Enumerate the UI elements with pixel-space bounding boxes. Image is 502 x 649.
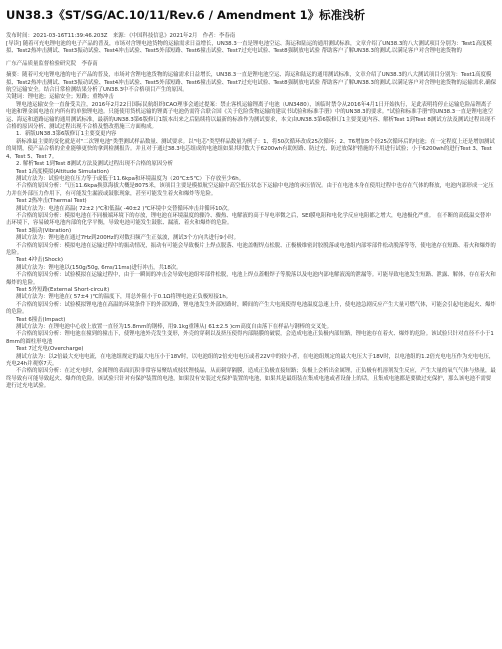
body-paragraph-1: 锂电池运输安全一直备受关注，2016年2月22日国际民航组织ICAO理事会通过提案：禁止客机运输锂离子电池（UN3480），该临时禁令从2016年4月1日开始执行，足此表明将停止运输危险品锂离子电池和锂金属电池在内所有的单独锂电池。只能使用货机运输的锂离子电池仍需符合联合国《关于危险货物运输的建议书试验和标准手册》中的UN38.3的要求。"试验和标准手册"的UN38.3一直是锂电池空运、海运和道路运输的通用测试标准，最新的UN38.3第6版修订1版本出来之后陆续将以最新的标准作为测试要求，本文由UN38.3第6版修订1主要变更内容、解析Test 1到Test 8测试方法及测试过程出现不合格的原因分析、测试过程出现不合格及整改措施三方面构成。 — [6, 101, 496, 131]
publish-meta: 发布时间：2021-03-16T11:39:46.203Z 来源：《中国科技信息》2021年2月 作者：李春南 — [6, 33, 236, 39]
test-6-condition: 测试方法为：在锂电池中心放上放置一直径为15.8mm的钢棒，用9.1kg重锤从( 61±2.5 )cm高度自由落下在样品与钢棒的交叉处。 — [16, 324, 332, 331]
section-heading-2: 2. 解析Test 1到Test 8测试方法及测试过程出现不合格的原因分析 — [16, 161, 173, 168]
test-7-reason: 不合格的原因分析：在过充电时，金属锂的表面沉积非常容易聚结成枝状锂枝晶，从而刺穿隔膜，造成正负极直接短路；负极上会析出金属锂，正负极有机溶剂发生反应，产生大量的氧气气体与热量，最终导致有可能导致起火、爆炸的危险。该试验只针对有保护装置的电池，如果没有安装过充保护装置的电池，如果其是最组装在集成电池或者设备上的话，且集成电池都是要做过充保护，那么该电池不需要进行过充电试验。 — [6, 368, 496, 390]
body-paragraph-2: 新标准最主要的变化就是对"二次锂电池"类型测试样品数量、测试要求。以"电芯"类型样品数量为例子：1、将50次循环改成25次循环；2、T6增加5个经25次循环后的电池；在一定程度上还是增加测试的周期，使产品合格的企业能够更快的拿到检测报告。并且对于通过38.3电芯组成的电池组如果其时数大于6200wh有助短路、防过充、防过放保护措施的不用进行试验；小于6200wh的进行Test 3、Test 4、Test 5、Test 7。 — [6, 138, 495, 160]
keywords-line: 关键词：锂电池；运输安全；短路；重物冲击 — [6, 94, 114, 101]
test-1-reason: 不合格的原因分析：气压11.6kpa换算海拔大概是8075米，该项目主要是模拟航空运输中高空低压状态下运输中电池的承压情况。由于在电池本身在使用过程中也存在气体的释放，电池内部形成一定压力并在外部压力作用下，有可能发生漏液或鼓胀现象，甚至可能发生着火和爆炸等危险。 — [6, 183, 494, 197]
test-1-heading: Test 1高度模拟(Altitude Simulation) — [16, 168, 110, 175]
test-2-reason: 不合格的原因分析：模拟电池在不同极端环境下的存放，锂电池在环境温度的骤冷、骤热、电解液的高于导电率微之后，SEI膜电阻和电化学反应电阻都之增大，电池极化严重。 在不断的高低温交替冲击环境下，容易破坏电池内部的化学平衡，导致电池可能发生鼓胀、漏液、着火和爆炸的危险。 — [6, 212, 491, 227]
test-4-condition: 测试方法为：锂电池以(150g/50g, 6ms/11ms)进行冲击，共18次。 — [16, 264, 182, 271]
test-3-reason: 不合格的原因分析：模拟电池在运输过程中的振动情况，振动有可能会导致极片上焊点脱落、电池盖帽焊点松脱、正极极维密封胶脱落或电池组内部零部件松动脱落等等，使电池存在短路、着火和爆炸的危险。 — [6, 242, 496, 256]
test-4-reason: 不合格的原因分析：试验模拟在运输过程中，由于一瞬间的冲击会导致电池组零部件松脱，电池上焊点蓋帽焊子等脱落以及电池内部电解液流的泄漏等。可能导致电池发生短路、泄露、解体，存在着火和爆炸的危险。 — [6, 272, 496, 286]
page-title: UN38.3《ST/SG/AC.10/11/Rev.6 / Amendment 1》标准浅析 — [6, 8, 366, 22]
test-7-condition: 测试方法为：以2倍最大充电电流，在电池组规定的最大电压小于18V时，以电池组的2倍充电电压或者22V中的较小者，在电池组规定的最大电压大于18V时，以电池组的1.2倍充电电压作为充电电压，充电24h并观察7天。 — [6, 353, 495, 368]
institution-line: 广东产品质量监督检验研究院 李春南 — [6, 60, 98, 67]
test-5-reason: 不合格的原因分析：试验模拟锂电池在高温的环境条件下的外部短路，锂电池发生外部短路时，瞬间的产生大电流使得电池温度急速上升，使电池急剧反应产生大量可燃气体，可能会引起电池起火、爆炸的危险。 — [6, 301, 496, 316]
test-5-heading: Test 5外短路(External Short-circuit) — [16, 287, 110, 293]
abstract-paragraph: 摘要：随着可充电锂电池的电子产品的普及，市场对含锂电池货物的运输需求日益增长，UN38.3一直是锂电池空运、海运和陆运的通用测试标准，文章介绍了UN38.3的八大测试项目分别为：Test1高度模拟、Test2热冲击测试、Test3振动试验、Test4冲击试验、Test5外部短路、Test6撞击试验、Test7过充电试验、Test8强制放电试验 帮助客户了解UN38.3的测试,以满足客户对含锂电池货物的运输需求,确保航空运输安全。结合日常检测结果分析了UN38.3中不合格项目产生的原因。 — [6, 72, 496, 94]
test-3-condition: 测试方法为：锂电池在通过7Hz到200Hz的对数扫频产生正弦波，测试3个方向共进行9小时。 — [16, 235, 240, 242]
test-6-heading: Test 6撞击(Impact) — [16, 316, 66, 323]
test-4-heading: Test 4冲击(Shock) — [16, 257, 63, 264]
test-2-heading: Test 2热冲击(Thermal Test) — [16, 198, 87, 205]
test-6-reason: 不合格的原因分析：锂电池在撞到的撞击下，使锂电池外壳发生变形，外壳的穿刺以及挤压使得内部隔膜的破裂，会造成电池正负极内部短路，锂电池存在着火、爆炸的危险。该试验只针对直径不小于18mm的圆柱形电池 — [6, 331, 494, 345]
test-7-heading: Test 7过充电(Overcharge) — [16, 346, 84, 353]
test-3-heading: Test 3振动(Vibration) — [16, 227, 72, 234]
test-2-condition: 测试方法为：电池在高温( 72±2 )℃和低温( -40±2 )℃环境中交替循环冲击并循环10次。 — [16, 205, 233, 212]
section-heading-1: 1．新版UN38.3第6版修订1主要变更内容 — [16, 131, 117, 138]
test-1-condition: 测试方法为：试验电池在压力等于或低于11.6kpa和环境温度为（20℃±5℃）下存放至少6h。 — [16, 175, 245, 182]
intro-paragraph: [导读] 随着可充电锂电池的电子产品的普及，市场对含锂电池货物的运输需求日益增长，UN38.3一直是锂电池空运、海运和陆运的通用测试标准，文章介绍了UN38.3的八大测试项目分别为：Test1高度模拟、Test2热冲击测试、Test3振动试验、Test4冲击试验、Test5外部短路、Test6撞击试验、Test7过充电试验、Test8强制放电试验 帮助客户了解UN38.3的测试,以满足客户对含锂电池货物的 — [6, 41, 492, 55]
test-5-condition: 测试方法为：锂电池在( 57±4 )℃的温度下，用总外阻小于0.1Ω将锂电池正负极短接1h。 — [16, 294, 232, 301]
